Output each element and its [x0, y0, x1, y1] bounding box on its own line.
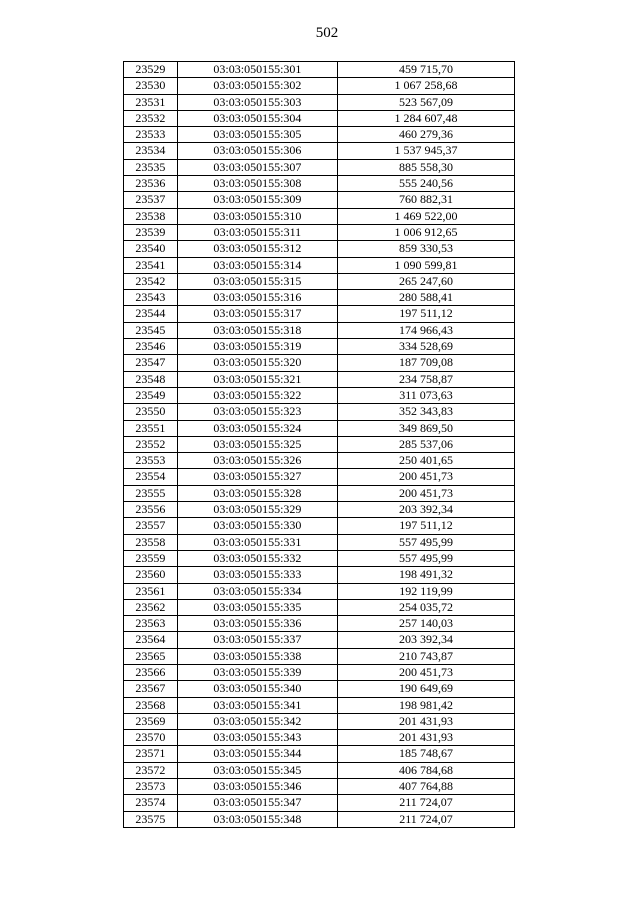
table-row — [124, 795, 515, 811]
row-number-cell: 23556 — [124, 502, 178, 518]
cadastral-value-cell: 523 567,09 — [338, 94, 515, 110]
table-row — [124, 94, 515, 110]
row-number-cell: 23552 — [124, 436, 178, 452]
cadastral-value-cell: 174 966,43 — [338, 322, 515, 338]
table-row — [124, 664, 515, 680]
table-row — [124, 730, 515, 746]
cadastral-value-cell: 1 067 258,68 — [338, 78, 515, 94]
table-row — [124, 648, 515, 664]
row-number-cell: 23529 — [124, 62, 178, 78]
row-number-cell: 23561 — [124, 583, 178, 599]
table-row — [124, 192, 515, 208]
table-row — [124, 387, 515, 403]
row-number-cell: 23539 — [124, 224, 178, 240]
cadastral-value-cell: 407 764,88 — [338, 779, 515, 795]
cadastral-value-cell: 197 511,12 — [338, 306, 515, 322]
row-number-cell: 23554 — [124, 469, 178, 485]
cadastral-number-cell: 03:03:050155:308 — [177, 176, 337, 192]
table-row — [124, 697, 515, 713]
row-number-cell: 23545 — [124, 322, 178, 338]
table-row — [124, 208, 515, 224]
row-number-cell: 23536 — [124, 176, 178, 192]
row-number-cell: 23533 — [124, 127, 178, 143]
cadastral-number-cell: 03:03:050155:348 — [177, 811, 337, 827]
cadastral-number-cell: 03:03:050155:332 — [177, 550, 337, 566]
row-number-cell: 23562 — [124, 599, 178, 615]
cadastral-value-cell: 349 869,50 — [338, 420, 515, 436]
cadastral-number-cell: 03:03:050155:319 — [177, 339, 337, 355]
table-row — [124, 599, 515, 615]
cadastral-number-cell: 03:03:050155:307 — [177, 159, 337, 175]
cadastral-value-cell: 555 240,56 — [338, 176, 515, 192]
cadastral-value-cell: 185 748,67 — [338, 746, 515, 762]
table-row — [124, 518, 515, 534]
row-number-cell: 23559 — [124, 550, 178, 566]
row-number-cell: 23557 — [124, 518, 178, 534]
cadastral-value-cell: 1 469 522,00 — [338, 208, 515, 224]
table-row — [124, 404, 515, 420]
cadastral-value-cell: 234 758,87 — [338, 371, 515, 387]
row-number-cell: 23573 — [124, 779, 178, 795]
row-number-cell: 23555 — [124, 485, 178, 501]
table-row — [124, 713, 515, 729]
row-number-cell: 23553 — [124, 453, 178, 469]
row-number-cell: 23563 — [124, 616, 178, 632]
table-row — [124, 420, 515, 436]
cadastral-number-cell: 03:03:050155:346 — [177, 779, 337, 795]
cadastral-number-cell: 03:03:050155:304 — [177, 110, 337, 126]
cadastral-value-cell: 203 392,34 — [338, 502, 515, 518]
cadastral-value-cell: 250 401,65 — [338, 453, 515, 469]
cadastral-number-cell: 03:03:050155:327 — [177, 469, 337, 485]
table-row — [124, 110, 515, 126]
table-row — [124, 502, 515, 518]
cadastral-value-cell: 557 495,99 — [338, 550, 515, 566]
cadastral-value-cell: 198 491,32 — [338, 567, 515, 583]
cadastral-number-cell: 03:03:050155:338 — [177, 648, 337, 664]
row-number-cell: 23537 — [124, 192, 178, 208]
cadastral-number-cell: 03:03:050155:331 — [177, 534, 337, 550]
cadastral-number-cell: 03:03:050155:340 — [177, 681, 337, 697]
cadastral-value-cell: 859 330,53 — [338, 241, 515, 257]
cadastral-value-cell: 187 709,08 — [338, 355, 515, 371]
table-row — [124, 616, 515, 632]
cadastral-value-cell: 201 431,93 — [338, 730, 515, 746]
row-number-cell: 23549 — [124, 387, 178, 403]
cadastral-value-cell: 211 724,07 — [338, 795, 515, 811]
cadastral-value-cell: 198 981,42 — [338, 697, 515, 713]
table-row — [124, 322, 515, 338]
cadastral-value-cell: 352 343,83 — [338, 404, 515, 420]
cadastral-value-cell: 459 715,70 — [338, 62, 515, 78]
table-row — [124, 127, 515, 143]
cadastral-number-cell: 03:03:050155:347 — [177, 795, 337, 811]
row-number-cell: 23571 — [124, 746, 178, 762]
row-number-cell: 23530 — [124, 78, 178, 94]
cadastral-number-cell: 03:03:050155:335 — [177, 599, 337, 615]
table-row — [124, 371, 515, 387]
cadastral-number-cell: 03:03:050155:325 — [177, 436, 337, 452]
cadastral-number-cell: 03:03:050155:344 — [177, 746, 337, 762]
row-number-cell: 23568 — [124, 697, 178, 713]
cadastral-value-cell: 257 140,03 — [338, 616, 515, 632]
cadastral-value-cell: 557 495,99 — [338, 534, 515, 550]
cadastral-value-cell: 885 558,30 — [338, 159, 515, 175]
cadastral-number-cell: 03:03:050155:339 — [177, 664, 337, 680]
cadastral-number-cell: 03:03:050155:324 — [177, 420, 337, 436]
cadastral-number-cell: 03:03:050155:342 — [177, 713, 337, 729]
row-number-cell: 23570 — [124, 730, 178, 746]
table-row — [124, 681, 515, 697]
row-number-cell: 23541 — [124, 257, 178, 273]
cadastral-number-cell: 03:03:050155:302 — [177, 78, 337, 94]
cadastral-number-cell: 03:03:050155:306 — [177, 143, 337, 159]
table-row — [124, 469, 515, 485]
cadastral-number-cell: 03:03:050155:326 — [177, 453, 337, 469]
cadastral-number-cell: 03:03:050155:315 — [177, 273, 337, 289]
table-row — [124, 436, 515, 452]
table-row — [124, 176, 515, 192]
cadastral-number-cell: 03:03:050155:345 — [177, 762, 337, 778]
table-row — [124, 762, 515, 778]
row-number-cell: 23535 — [124, 159, 178, 175]
row-number-cell: 23548 — [124, 371, 178, 387]
row-number-cell: 23542 — [124, 273, 178, 289]
cadastral-value-cell: 265 247,60 — [338, 273, 515, 289]
table-row — [124, 355, 515, 371]
row-number-cell: 23531 — [124, 94, 178, 110]
cadastral-number-cell: 03:03:050155:301 — [177, 62, 337, 78]
row-number-cell: 23560 — [124, 567, 178, 583]
cadastral-value-cell: 460 279,36 — [338, 127, 515, 143]
cadastral-number-cell: 03:03:050155:311 — [177, 224, 337, 240]
row-number-cell: 23565 — [124, 648, 178, 664]
cadastral-value-cell: 280 588,41 — [338, 290, 515, 306]
cadastral-number-cell: 03:03:050155:310 — [177, 208, 337, 224]
cadastral-value-cell: 200 451,73 — [338, 469, 515, 485]
table-row — [124, 339, 515, 355]
cadastral-number-cell: 03:03:050155:329 — [177, 502, 337, 518]
cadastral-number-cell: 03:03:050155:305 — [177, 127, 337, 143]
row-number-cell: 23540 — [124, 241, 178, 257]
row-number-cell: 23558 — [124, 534, 178, 550]
cadastral-number-cell: 03:03:050155:320 — [177, 355, 337, 371]
cadastral-number-cell: 03:03:050155:323 — [177, 404, 337, 420]
cadastral-number-cell: 03:03:050155:343 — [177, 730, 337, 746]
cadastral-value-cell: 192 119,99 — [338, 583, 515, 599]
page-number: 502 — [315, 25, 339, 41]
table-body — [124, 62, 515, 828]
table-row — [124, 78, 515, 94]
cadastral-number-cell: 03:03:050155:341 — [177, 697, 337, 713]
cadastral-number-cell: 03:03:050155:303 — [177, 94, 337, 110]
cadastral-number-cell: 03:03:050155:314 — [177, 257, 337, 273]
row-number-cell: 23574 — [124, 795, 178, 811]
cadastral-value-cell: 200 451,73 — [338, 664, 515, 680]
row-number-cell: 23566 — [124, 664, 178, 680]
table-row — [124, 143, 515, 159]
table-row — [124, 567, 515, 583]
cadastral-value-cell: 311 073,63 — [338, 387, 515, 403]
cadastral-value-cell: 190 649,69 — [338, 681, 515, 697]
cadastral-value-cell: 197 511,12 — [338, 518, 515, 534]
table-row — [124, 273, 515, 289]
cadastral-number-cell: 03:03:050155:312 — [177, 241, 337, 257]
cadastral-value-cell: 406 784,68 — [338, 762, 515, 778]
table-row — [124, 746, 515, 762]
row-number-cell: 23572 — [124, 762, 178, 778]
table-row — [124, 159, 515, 175]
table-row — [124, 779, 515, 795]
row-number-cell: 23532 — [124, 110, 178, 126]
row-number-cell: 23567 — [124, 681, 178, 697]
row-number-cell: 23544 — [124, 306, 178, 322]
row-number-cell: 23551 — [124, 420, 178, 436]
cadastral-value-cell: 201 431,93 — [338, 713, 515, 729]
table-row — [124, 534, 515, 550]
cadastral-value-cell: 1 006 912,65 — [338, 224, 515, 240]
table-row — [124, 550, 515, 566]
row-number-cell: 23534 — [124, 143, 178, 159]
row-number-cell: 23547 — [124, 355, 178, 371]
cadastral-value-cell: 1 090 599,81 — [338, 257, 515, 273]
table-row — [124, 257, 515, 273]
table-row — [124, 485, 515, 501]
table-row — [124, 306, 515, 322]
cadastral-number-cell: 03:03:050155:316 — [177, 290, 337, 306]
cadastral-number-cell: 03:03:050155:337 — [177, 632, 337, 648]
cadastral-value-cell: 760 882,31 — [338, 192, 515, 208]
row-number-cell: 23569 — [124, 713, 178, 729]
cadastral-value-cell: 211 724,07 — [338, 811, 515, 827]
row-number-cell: 23564 — [124, 632, 178, 648]
cadastral-value-cell: 200 451,73 — [338, 485, 515, 501]
row-number-cell: 23546 — [124, 339, 178, 355]
table-row — [124, 241, 515, 257]
table-row — [124, 632, 515, 648]
row-number-cell: 23550 — [124, 404, 178, 420]
cadastral-value-cell: 285 537,06 — [338, 436, 515, 452]
cadastral-number-cell: 03:03:050155:333 — [177, 567, 337, 583]
table-row — [124, 224, 515, 240]
cadastral-number-cell: 03:03:050155:336 — [177, 616, 337, 632]
cadastral-number-cell: 03:03:050155:328 — [177, 485, 337, 501]
cadastral-number-cell: 03:03:050155:321 — [177, 371, 337, 387]
cadastral-number-cell: 03:03:050155:318 — [177, 322, 337, 338]
cadastral-value-cell: 210 743,87 — [338, 648, 515, 664]
cadastral-number-cell: 03:03:050155:309 — [177, 192, 337, 208]
cadastral-number-cell: 03:03:050155:334 — [177, 583, 337, 599]
cadastral-number-cell: 03:03:050155:330 — [177, 518, 337, 534]
cadastral-value-cell: 334 528,69 — [338, 339, 515, 355]
table-row — [124, 453, 515, 469]
cadastral-value-cell: 203 392,34 — [338, 632, 515, 648]
table-row — [124, 811, 515, 827]
cadastral-number-cell: 03:03:050155:317 — [177, 306, 337, 322]
cadastral-value-cell: 1 284 607,48 — [338, 110, 515, 126]
table-row — [124, 290, 515, 306]
row-number-cell: 23575 — [124, 811, 178, 827]
cadastral-value-cell: 1 537 945,37 — [338, 143, 515, 159]
row-number-cell: 23543 — [124, 290, 178, 306]
table-row — [124, 583, 515, 599]
cadastral-value-table — [123, 61, 515, 828]
cadastral-number-cell: 03:03:050155:322 — [177, 387, 337, 403]
row-number-cell: 23538 — [124, 208, 178, 224]
table-row — [124, 62, 515, 78]
cadastral-value-cell: 254 035,72 — [338, 599, 515, 615]
